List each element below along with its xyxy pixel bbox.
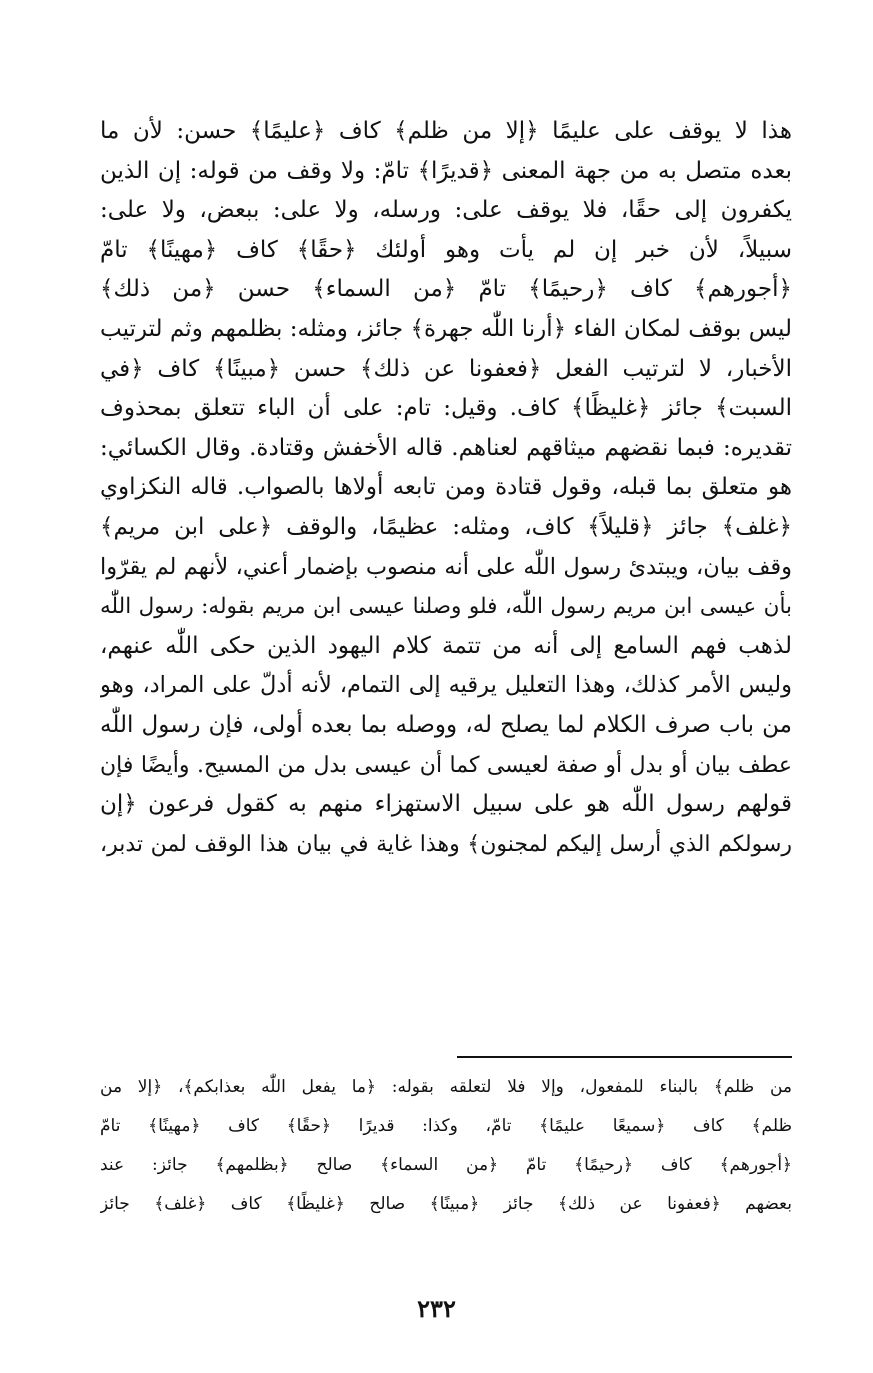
text-line: السبت﴾ جائز ﴿غليظًا﴾ كاف. وقيل: تام: على أن الباء تتعلق بمحذوف (100, 395, 792, 422)
footnotes (100, 1068, 792, 1224)
footnote-line: ظلم﴾ كاف ﴿سميعًا عليمًا﴾ تامّ، وكذا: قديرًا ﴿حقًا﴾ كاف ﴿مهينًا﴾ تامّ (100, 1116, 792, 1136)
footnote-separator (457, 1056, 792, 1058)
footnote-line: بعضهم ﴿فعفونا عن ذلك﴾ جائز ﴿مبينًا﴾ صالح ﴿غليظًا﴾ كاف ﴿غلف﴾ جائز (100, 1194, 792, 1214)
text-line: رسولكم الذي أرسل إليكم لمجنون﴾ وهذا غاية في بيان هذا الوقف لمن تدبر، (100, 831, 792, 857)
text-line: وليس الأمر كذلك، وهذا التعليل يرقيه إلى التمام، لأنه أدلّ على المراد، وهو (100, 672, 792, 699)
text-line: ﴿غلف﴾ جائز ﴿قليلاً﴾ كاف، ومثله: عظيمًا، والوقف ﴿على ابن مريم﴾ (100, 513, 792, 540)
text-line: وقف بيان، ويبتدئ رسول اللّٰه على أنه منصوب بإضمار أعني، لأنهم لم يقرّوا (100, 553, 792, 580)
text-line: هذا لا يوقف على عليمًا ﴿إلا من ظلم﴾ كاف ﴿عليمًا﴾ حسن: لأن ما (100, 118, 792, 144)
page-number: ٢٣٢ (417, 1294, 456, 1323)
text-line: تقديره: فبما نقضهم ميثاقهم لعناهم. قاله الأخفش وقتادة. وقال الكسائي: (100, 434, 792, 461)
footnote-line: ﴿أجورهم﴾ كاف ﴿رحيمًا﴾ تامّ ﴿من السماء﴾ صالح ﴿بظلمهم﴾ جائز: عند (100, 1155, 792, 1175)
text-line: الأخبار، لا لترتيب الفعل ﴿فعفونا عن ذلك﴾ حسن ﴿مبينًا﴾ كاف ﴿في (100, 355, 792, 382)
text-line: سبيلاً، لأن خبر إن لم يأت وهو أولئك ﴿حقًا﴾ كاف ﴿مهينًا﴾ تامّ (100, 236, 792, 263)
text-line: ليس بوقف لمكان الفاء ﴿أرنا اللّٰه جهرة﴾ جائز، ومثله: بظلمهم وثم لترتيب (100, 315, 792, 342)
main-text (100, 112, 792, 864)
text-line: هو متعلق بما قبله، وقول قتادة ومن تابعه أولاها بالصواب. قاله النكزاوي (100, 474, 792, 501)
text-line: بأن عيسى ابن مريم رسول اللّٰه، فلو وصلنا عيسى ابن مريم بقوله: رسول اللّٰه (100, 594, 792, 620)
text-line: لذهب فهم السامع إلى أنه من تتمة كلام اليهود الذين حكى اللّٰه عنهم، (100, 632, 792, 659)
text-line: ﴿أجورهم﴾ كاف ﴿رحيمًا﴾ تامّ ﴿من السماء﴾ حسن ﴿من ذلك﴾ (100, 276, 792, 303)
text-line: بعده متصل به من جهة المعنى ﴿قديرًا﴾ تامّ: ولا وقف من قوله: إن الذين (100, 157, 792, 184)
text-line: عطف بيان أو بدل أو صفة لعيسى كما أن عيسى بدل من المسيح. وأيضًا فإن (100, 752, 792, 778)
text-line: يكفرون إلى حقًا، فلا يوقف على: ورسله، ولا على: ببعض، ولا على: (100, 197, 792, 224)
text-line: من باب صرف الكلام لما يصلح له، ووصله بما بعده أولى، فإن رسول اللّٰه (100, 711, 792, 738)
footnote-line: من ظلم﴾ بالبناء للمفعول، وإلا فلا لتعلقه بقوله: ﴿ما يفعل اللّٰه بعذابكم﴾، ﴿إلا من (100, 1077, 792, 1097)
text-line: قولهم رسول اللّٰه هو على سبيل الاستهزاء منهم به كقول فرعون ﴿إن (100, 791, 792, 818)
